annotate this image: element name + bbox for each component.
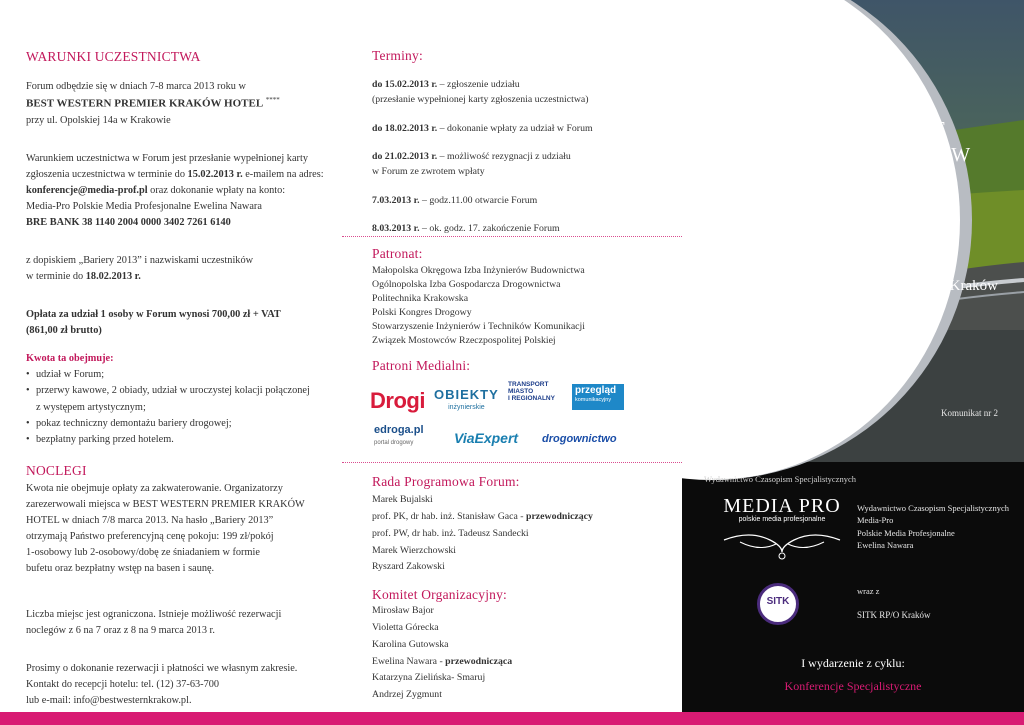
komitet-member xyxy=(372,654,512,671)
sitk-logo xyxy=(757,583,799,625)
transport-logo-line: I REGIONALNY xyxy=(508,394,555,402)
text-line: Prosimy o dokonanie rezerwacji i płatności we własnym zakresie. xyxy=(26,663,298,675)
patron-item: Ogólnopolska Izba Gospodarcza Drogownictwa xyxy=(372,278,561,290)
noclegi-text xyxy=(26,481,326,577)
fee-line: Opłata za udział 1 osoby w Forum wynosi 700,00 zł + VAT xyxy=(26,309,281,321)
mediapro-logo-name: MEDIA PRO xyxy=(723,495,841,517)
together-with-label: wraz z xyxy=(857,586,880,596)
terminy-list xyxy=(372,78,672,237)
member-name: prof. PW, dr hab. inż. Tadeusz Sandecki xyxy=(372,527,529,539)
member-name: Katarzyna Zielińska- Smaruj xyxy=(372,672,486,684)
heading-terminy: Terminy: xyxy=(372,48,423,63)
patron-item: Politechnika Krakowska xyxy=(372,292,469,304)
przeglad-logo xyxy=(572,384,624,410)
text-line xyxy=(26,269,326,285)
email-link[interactable]: konferencje@media-prof.pl xyxy=(26,184,148,196)
event-date: 7-8. 03. 2013, Kraków xyxy=(862,278,998,294)
termin-item xyxy=(372,122,672,137)
komitet-list xyxy=(372,603,512,704)
list-item: • bezpłatny parking przed hotelem. xyxy=(26,432,326,448)
deadline-date: 18.02.2013 r. xyxy=(85,271,141,283)
text-line: bufetu oraz bezpłatny wstęp na basen i saunę. xyxy=(26,563,215,575)
mediapro-logo xyxy=(722,495,842,523)
termin-date: 8.03.2013 r. xyxy=(372,223,420,235)
heading-komitet: Komitet Organizacyjny: xyxy=(372,587,507,602)
series-label: I wydarzenie z cyklu: xyxy=(801,656,905,670)
heading-warunki: WARUNKI UCZESTNICTWA xyxy=(26,49,201,64)
title-line: BARIERY OCHRONNE xyxy=(738,118,947,140)
obiekty-logo-sub: inżynierskie xyxy=(448,403,485,411)
text-line: Warunkiem uczestnictwa w Forum jest przesłanie wypełnionej karty xyxy=(26,152,308,164)
termin-item xyxy=(372,194,672,209)
text-line: z dopiskiem „Bariery 2013” i nazwiskami uczestników xyxy=(26,255,254,267)
info-line: Media-Pro xyxy=(857,515,894,526)
text-line: Kwota nie obejmuje opłaty za zakwaterowanie. Organizatorzy xyxy=(26,482,283,494)
termin-date: 7.03.2013 r. xyxy=(372,194,420,206)
title-line: DLA DRÓG I OBIEKTÓW xyxy=(738,144,971,166)
dotted-divider xyxy=(342,236,682,237)
heading-noclegi: NOCLEGI xyxy=(26,462,87,478)
komitet-member xyxy=(372,620,512,637)
member-role: przewodniczący xyxy=(526,510,593,522)
deadline-date: 15.02.2013 r. xyxy=(187,168,243,180)
heading-rada: Rada Programowa Forum: xyxy=(372,474,520,489)
text-line: przy ul. Opolskiej 14a w Krakowie xyxy=(26,114,171,126)
heading-patronat: Patronat: xyxy=(372,246,423,261)
edroga-logo-text: edroga.pl xyxy=(374,424,424,436)
event-title xyxy=(738,116,971,194)
patron-item: Polski Kongres Drogowy xyxy=(372,306,472,318)
publisher-label: Wydawnictwo Czasopism Specjalistycznych xyxy=(704,474,856,484)
przeglad-logo-text: przegląd xyxy=(575,385,617,396)
rada-member xyxy=(372,509,593,526)
text-line: Forum odbędzie się w dniach 7-8 marca 2013 roku w xyxy=(26,81,246,93)
obiekty-logo xyxy=(434,385,499,413)
text-line: otrzymają Państwo preferencyjną cenę pokoju: 199 zł/pokój xyxy=(26,530,274,542)
patronat-list xyxy=(372,264,585,347)
rada-member xyxy=(372,526,593,543)
event-subtitle xyxy=(738,56,857,92)
patron-item: Małopolska Okręgowa Izba Inżynierów Budownictwa xyxy=(372,265,585,276)
member-name: Marek Bujalski xyxy=(372,494,433,505)
transport-logo xyxy=(508,382,555,402)
text-line: 1-osobowy lub 2-osobowy/dobę ze śniadaniem w formie xyxy=(26,546,260,558)
text-line: noclegów z 6 na 7 oraz z 8 na 9 marca 2013 r. xyxy=(26,625,215,637)
drogi-logo: Drogi xyxy=(370,388,425,413)
termin-date: do 15.02.2013 r. xyxy=(372,79,438,91)
heading-media-patrons: Patroni Medialni: xyxy=(372,358,471,373)
text-line: zarezerwowali miejsca w BEST WESTERN PREMIER KRAKÓW xyxy=(26,498,305,510)
info-line: Ewelina Nawara xyxy=(857,539,914,550)
termin-text: – godz.11.00 otwarcie Forum xyxy=(419,194,538,206)
event-name: Bariery 2013 xyxy=(738,213,959,259)
member-role: przewodnicząca xyxy=(445,655,513,667)
cover-panel xyxy=(682,0,1024,712)
termin-date: do 21.02.2013 r. xyxy=(372,151,438,163)
termin-date: do 18.02.2013 r. xyxy=(372,122,438,134)
member-name: Karolina Gutowska xyxy=(372,638,449,650)
list-item: • udział w Forum; xyxy=(26,367,326,383)
termin-item xyxy=(372,78,672,93)
info-line: Polskie Media Profesjonalne xyxy=(857,527,955,538)
viaexpert-logo: ViaExpert xyxy=(454,430,519,446)
komitet-member xyxy=(372,670,512,687)
obiekty-logo-text: OBIEKTY xyxy=(434,387,499,402)
dotted-divider xyxy=(342,462,682,463)
member-name: prof. PK, dr hab. inż. Stanisław Gaca - xyxy=(372,510,526,522)
patron-item: Stowarzyszenie Inżynierów i Techników Komunikacji xyxy=(372,320,585,332)
bank-account: BRE BANK 38 1140 2004 0000 3402 7261 6140 xyxy=(26,217,231,228)
przeglad-logo-sub: komunikacyjny xyxy=(575,397,612,403)
hotel-stars: **** xyxy=(265,96,280,105)
mediapro-logo-tagline: polskie media profesjonalne xyxy=(738,516,826,523)
list-item-continued xyxy=(26,400,326,416)
member-name: Violetta Górecka xyxy=(372,621,439,633)
list-item: • pokaz techniczny demontażu bariery drogowej; xyxy=(26,416,326,432)
hotel-line xyxy=(26,95,326,113)
hotel-phone: Kontakt do recepcji hotelu: tel. (12) 37-63-700 xyxy=(26,679,220,691)
text-span: w terminie do xyxy=(26,271,86,283)
sitk-logo-text: SITK xyxy=(766,596,790,607)
ornament-icon xyxy=(720,528,844,562)
publisher-info xyxy=(857,502,1009,551)
rada-member xyxy=(372,492,593,509)
hotel-name: BEST WESTERN PREMIER KRAKÓW HOTEL xyxy=(26,97,264,110)
bottom-accent-bar xyxy=(0,712,1024,725)
text-line: Liczba miejsc jest ograniczona. Istnieje możliwość rezerwacji xyxy=(26,609,282,621)
column-conditions xyxy=(0,0,342,712)
kwota-heading: Kwota ta obejmuje: xyxy=(26,353,114,365)
rada-list xyxy=(372,492,593,576)
komitet-member xyxy=(372,603,512,620)
rada-member xyxy=(372,543,593,560)
termin-text: (przesłanie wypełnionej karty zgłoszenia uczestnictwa) xyxy=(372,93,589,105)
termin-item xyxy=(372,222,672,237)
komitet-member xyxy=(372,687,512,704)
transport-logo-line: TRANSPORT xyxy=(508,381,549,388)
member-name: Mirosław Bajor xyxy=(372,605,434,616)
komitet-member xyxy=(372,637,512,654)
transport-logo-line: MIASTO xyxy=(508,387,534,395)
termin-text: – zgłoszenie udziału xyxy=(437,79,520,91)
termin-text: w Forum ze zwrotem wpłaty xyxy=(372,166,485,177)
drogownictwo-logo: drogownictwo xyxy=(542,433,617,445)
sitk-branch: SITK RP/O Kraków xyxy=(857,610,931,620)
member-name: Ewelina Nawara - xyxy=(372,655,446,667)
text-span: oraz dokonanie wpłaty na konto: xyxy=(147,184,286,196)
column-program xyxy=(342,0,682,712)
kwota-list xyxy=(26,367,326,447)
text-line: HOTEL w dniach 7/8 marca 2013. Na hasło „Bariery 2013” xyxy=(26,514,274,526)
termin-item xyxy=(372,150,672,165)
edroga-logo xyxy=(374,422,440,448)
member-name: Ryszard Zakowski xyxy=(372,561,445,573)
communique-number: Komunikat nr 2 xyxy=(941,408,998,418)
member-name: Andrzej Zygmunt xyxy=(372,689,442,701)
subtitle-line: I Ogólnopolskie xyxy=(738,57,823,72)
patron-item: Związek Mostowców Rzeczpospolitej Polskiej xyxy=(372,334,556,346)
termin-text: – dokonanie wpłaty za udział w Forum xyxy=(437,122,593,134)
text-line: Media-Pro Polskie Media Profesjonalne Ewelina Nawara xyxy=(26,200,262,212)
rada-member xyxy=(372,559,593,576)
termin-text: – możliwość rezygnacji z udziału xyxy=(437,151,571,163)
info-line: Wydawnictwo Czasopism Specjalistycznych xyxy=(857,503,1009,513)
text-span: z występem artystycznym; xyxy=(36,401,146,413)
termin-text: – ok. godz. 17. zakończenie Forum xyxy=(419,223,560,235)
text-line xyxy=(26,167,326,183)
subtitle-line: Forum Specjalistyczne xyxy=(738,75,857,91)
list-item: • przerwy kawowe, 2 obiady, udział w uroczystej kolacji połączonej xyxy=(26,383,326,399)
series-name: Konferencje Specjalistyczne xyxy=(784,679,922,693)
title-line: INŻYNIERSKICH xyxy=(738,170,898,192)
hotel-email[interactable]: lub e-mail: info@bestwesternkrakow.pl. xyxy=(26,695,192,707)
text-span: e-mailem na adres: xyxy=(242,168,324,180)
text-span: zgłoszenia uczestnictwa w terminie do xyxy=(26,168,188,180)
text-line xyxy=(26,183,326,199)
fee-gross: (861,00 zł brutto) xyxy=(26,325,102,337)
member-name: Marek Wierzchowski xyxy=(372,544,457,556)
edroga-logo-sub: portal drogowy xyxy=(374,439,414,446)
